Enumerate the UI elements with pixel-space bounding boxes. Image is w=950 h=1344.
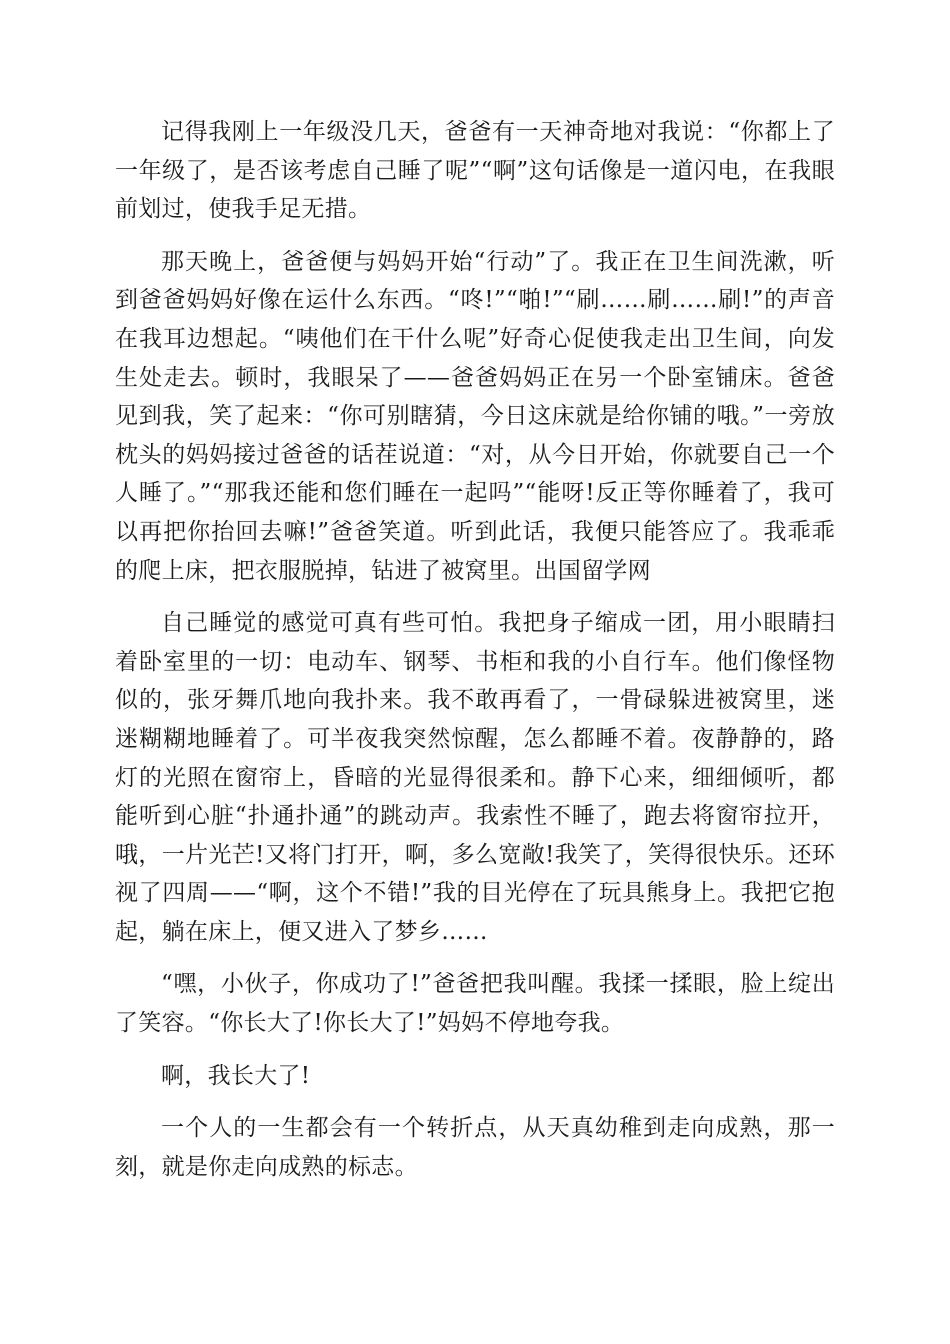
- paragraph-2: 那天晚上，爸爸便与妈妈开始“行动”了。我正在卫生间洗漱，听到爸爸妈妈好像在运什么东西。“咚!”“啪!”“刷……刷……刷!”的声音在我耳边想起。“咦他们在干什么呢”好奇心促使我走出卫生间，向发生处走去。顿时，我眼呆了——爸爸妈妈正在另一个卧室铺床。爸爸见到我，笑了起来：“你可别瞎猜，今日这床就是给你铺的哦。”一旁放枕头的妈妈接过爸爸的话茬说道：“对，从今日开始，你就要自己一个人睡了。”“那我还能和您们睡在一起吗”“能呀!反正等你睡着了，我可以再把你抬回去嘛!”爸爸笑道。听到此话，我便只能答应了。我乖乖的爬上床，把衣服脱掉，钻进了被窝里。出国留学网: [115, 248, 835, 584]
- document-body: [115, 113, 835, 1200]
- paragraph-3: 自己睡觉的感觉可真有些可怕。我把身子缩成一团，用小眼睛扫着卧室里的一切：电动车、钢琴、书柜和我的小自行车。他们像怪物似的，张牙舞爪地向我扑来。我不敢再看了，一骨碌躲进被窝里，迷迷糊糊地睡着了。可半夜我突然惊醒，怎么都睡不着。夜静静的，路灯的光照在窗帘上，昏暗的光显得很柔和。静下心来，细细倾听，都能听到心脏“扑通扑通”的跳动声。我索性不睡了，跑去将窗帘拉开，哦，一片光芒!又将门打开，啊，多么宽敞!我笑了，笑得很快乐。还环视了四周——“啊，这个不错!”我的目光停在了玩具熊身上。我把它抱起，躺在床上，便又进入了梦乡……: [115, 610, 835, 945]
- paragraph-4: “嘿，小伙子，你成功了!”爸爸把我叫醒。我揉一揉眼，脸上绽出了笑容。“你长大了!你长大了!”妈妈不停地夸我。: [115, 971, 835, 1037]
- paragraph-6: 一个人的一生都会有一个转折点，从天真幼稚到走向成熟，那一刻，就是你走向成熟的标志。: [115, 1115, 835, 1180]
- paragraph-5: 啊，我长大了!: [161, 1062, 311, 1089]
- paragraph-1: 记得我刚上一年级没几天，爸爸有一天神奇地对我说：“你都上了一年级了，是否该考虑自己睡了呢”“啊”这句话像是一道闪电，在我眼前划过，使我手足无措。: [115, 119, 835, 223]
